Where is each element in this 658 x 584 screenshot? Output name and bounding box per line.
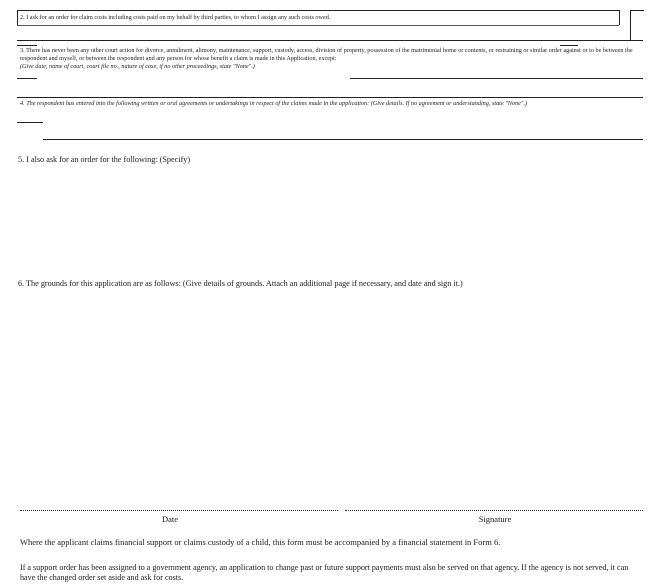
item-2-text: 2. I ask for an order for claim costs including costs paid on my behalf by third parties, to whom I assign any such costs owed. xyxy=(20,14,331,21)
item-6-answer-area[interactable] xyxy=(18,294,640,499)
item-3-instruction: (Give date, name of court, court file no., nature of case, if no other proceedings, state "None".) xyxy=(20,63,255,70)
item-5-answer-area[interactable] xyxy=(18,170,640,270)
agency-service-note: If a support order has been assigned to a government agency, an application to change past or future support payments must also be served on that agency. If the agency is not served, it can have the changed order set aside and ask for costs. xyxy=(20,563,629,582)
date-label: Date xyxy=(161,514,179,524)
item-4-text: 4. The respondent has entered into the following written or oral agreements or undertakings in respect of the claims made in the application: (Give details. If no agreement or understanding, state "None".) xyxy=(20,100,528,107)
date-line[interactable] xyxy=(20,510,338,511)
signature-label: Signature xyxy=(478,514,512,524)
item-3-text: 3. There has never been any other court action for divorce, annulment, alimony, maintenance, support, custody, access, division of property, possession of the matrimonial home or contents, or restraining or similar order against or to be between the respondent and myself, or between the respondent and any person for whose benefit a claim is made in this Application, except: xyxy=(20,47,633,62)
financial-statement-note: Where the applicant claims financial support or claims custody of a child, this form must be accompanied by a financial statement in Form 6. xyxy=(20,537,501,547)
signature-line[interactable] xyxy=(345,510,643,511)
item-5-label: 5. I also ask for an order for the following: (Specify) xyxy=(18,155,191,164)
item-6-label: 6. The grounds for this application are as follows: (Give details of grounds. Attach an additional page if necessary, and date and sign it.) xyxy=(18,279,463,288)
